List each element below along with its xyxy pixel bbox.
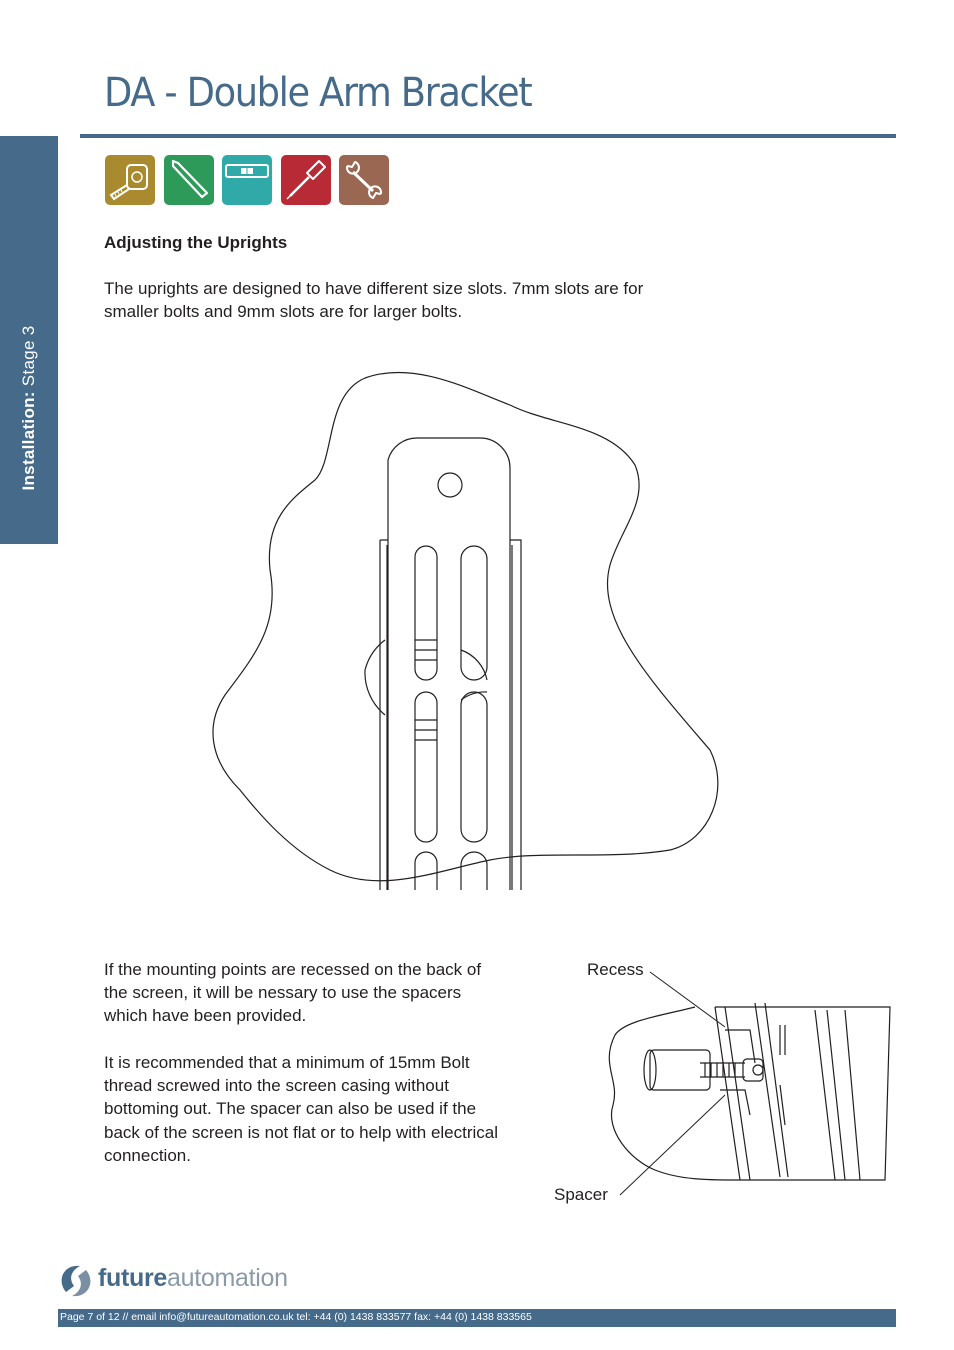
callout-spacer: Spacer — [554, 1185, 608, 1204]
footer-contact-text: Page 7 of 12 // email info@futureautomation.co.uk tel: +44 (0) 1438 833577 fax: +44 (0) 1438 833565 — [60, 1311, 532, 1323]
tape-measure-icon — [105, 155, 155, 205]
paragraph-bolt-thread: It is recommended that a minimum of 15mm Bolt thread screwed into the screen casing without bottoming out. The spacer can also be used if the back of the screen is not flat or to help with electrical connection. — [104, 1053, 499, 1165]
section-side-tab — [0, 136, 58, 544]
logo-word-future: future — [98, 1264, 168, 1292]
paragraph-uprights: The uprights are designed to have different size slots. 7mm slots are for smaller bolts and 9mm slots are for larger bolts. — [104, 279, 644, 322]
side-tab-label-stage: Stage 3 — [19, 325, 38, 387]
callout-recess: Recess — [587, 960, 644, 979]
title-rule — [80, 134, 896, 138]
footer-bar — [58, 1309, 896, 1327]
section-heading: Adjusting the Uprights — [104, 233, 288, 252]
logo-swirl-icon — [58, 1262, 94, 1300]
logo-wordmark — [98, 1264, 288, 1293]
section-side-tab-label — [19, 325, 39, 490]
spanner-icon — [339, 155, 389, 205]
allen-key-icon — [164, 155, 214, 205]
paragraph-spacers: If the mounting points are recessed on the back of the screen, it will be nessary to use the spacers which have been provided. — [104, 960, 482, 1026]
page-title: DA - Double Arm Bracket — [104, 70, 532, 116]
spirit-level-icon — [222, 155, 272, 205]
screwdriver-icon — [281, 155, 331, 205]
company-logo — [58, 1262, 288, 1300]
upright-slots-illustration — [210, 370, 730, 890]
logo-word-automation: automation — [167, 1264, 288, 1292]
side-tab-label-bold: Installation: — [19, 391, 38, 491]
recess-spacer-illustration — [545, 955, 895, 1215]
